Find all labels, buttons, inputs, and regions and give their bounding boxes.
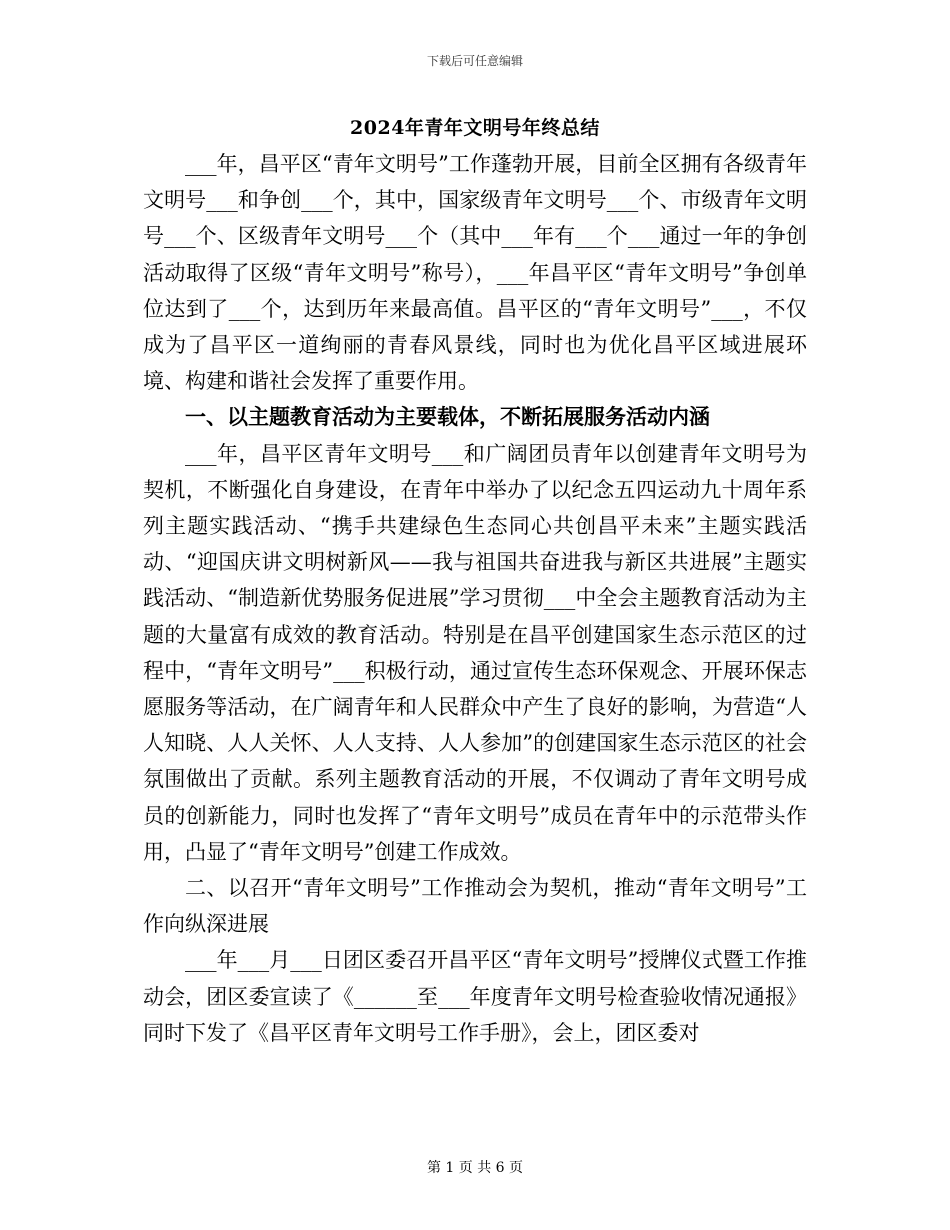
section-heading-2: 二、以召开“青年文明号”工作推动会为契机，推动“青年文明号”工作向纵深进展: [143, 876, 807, 937]
page-number: 第 1 页 共 6 页: [426, 1160, 524, 1176]
document-body: [143, 146, 807, 1051]
section-heading-1: 一、以主题教育活动为主要载体，不断拓展服务活动内涵: [185, 404, 710, 430]
intro-paragraph: ___年，昌平区“青年文明号”工作蓬勃开展，目前全区拥有各级青年文明号___和争创___个，其中，国家级青年文明号___个、市级青年文明号___个、区级青年文明号___个（其中___年有___个___通过一年的争创活动取得了区级“青年文明号”称号），___年昌平区“青年文明号”争创单位达到了___个，达到历年来最高值。昌平区的“青年文明号”___，不仅成为了昌平区一道绚丽的青春风景线，同时也为优化昌平区域进展环境、构建和谐社会发挥了重要作用。: [143, 152, 807, 394]
section-1-paragraph: ___年，昌平区青年文明号___和广阔团员青年以创建青年文明号为契机，不断强化自身建设，在青年中举办了以纪念五四运动九十周年系列主题实践活动、“携手共建绿色生态同心共创昌平未来”主题实践活动、“迎国庆讲文明树新风——我与祖国共奋进我与新区共进展”主题实践活动、“制造新优势服务促进展”学习贯彻___中全会主题教育活动为主题的大量富有成效的教育活动。特别是在昌平创建国家生态示范区的过程中，“青年文明号”___积极行动，通过宣传生态环保观念、开展环保志愿服务等活动，在广阔青年和人民群众中产生了良好的影响，为营造“人人知晓、人人关怀、人人支持、人人参加”的创建国家生态示范区的社会氛围做出了贡献。系列主题教育活动的开展，不仅调动了青年文明号成员的创新能力，同时也发挥了“青年文明号”成员在青年中的示范带头作用，凸显了“青年文明号”创建工作成效。: [143, 441, 807, 864]
section-2-paragraph: ___年___月___日团区委召开昌平区“青年文明号”授牌仪式暨工作推动会，团区委宣读了《______至___年度青年文明号检查验收情况通报》同时下发了《昌平区青年文明号工作手册》，会上，团区委对: [143, 948, 807, 1045]
header-note: 下载后可任意编辑: [426, 54, 523, 68]
document-title: 2024年青年文明号年终总结: [350, 117, 600, 139]
